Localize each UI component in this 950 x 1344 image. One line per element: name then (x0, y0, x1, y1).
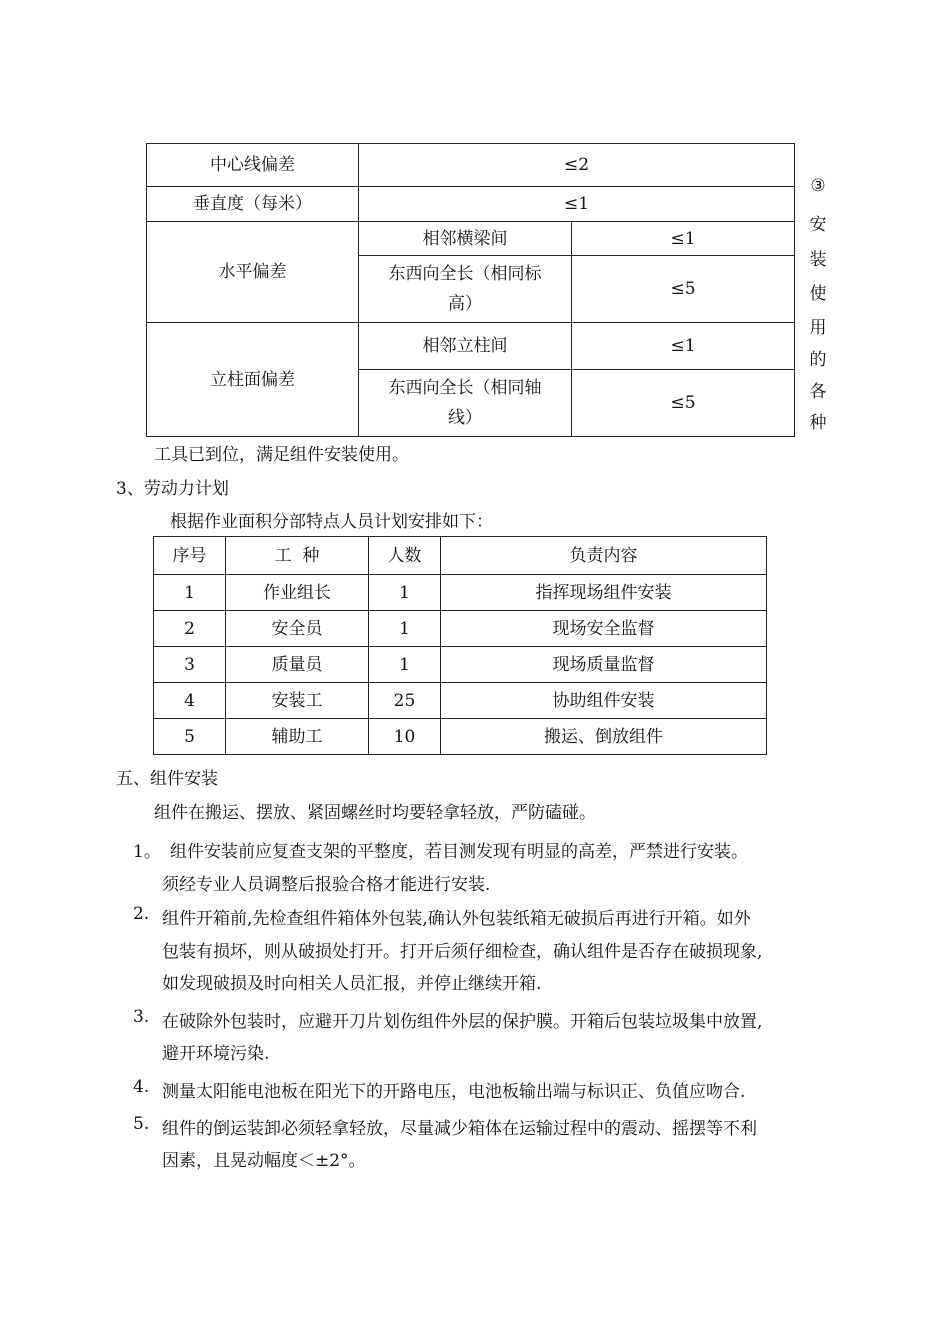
table-cell: 质量员 (226, 647, 369, 683)
item-text: 如发现破损及时向相关人员汇报，并停止继续开箱. (162, 974, 542, 994)
table-row (154, 719, 767, 755)
table-cell: 相邻横梁间 (359, 222, 572, 256)
table-cell: 立柱面偏差 (147, 323, 359, 437)
item-number: 1。 (133, 842, 161, 862)
cell-line: 东西向全长（相同轴 (388, 378, 542, 398)
table-header-cell: 工 种 (226, 537, 369, 575)
item-text: 须经专业人员调整后报验合格才能进行安装. (162, 875, 491, 895)
install-intro: 组件在搬运、摆放、紧固螺丝时均要轻拿轻放，严防磕碰。 (154, 803, 596, 823)
side-char: 安 (809, 215, 827, 235)
table-cell: 指挥现场组件安装 (441, 575, 767, 611)
table-cell: ≤1 (572, 323, 795, 370)
table-cell: 垂直度（每米） (147, 187, 359, 222)
labor-table (153, 536, 767, 755)
labor-intro: 根据作业面积分部特点人员计划安排如下： (170, 512, 493, 532)
item-number: 3. (133, 1007, 150, 1027)
tolerance-table (146, 143, 795, 437)
table-cell: 现场质量监督 (441, 647, 767, 683)
side-char: 种 (809, 413, 827, 433)
table-cell: 1 (369, 647, 441, 683)
table-cell: ≤2 (359, 144, 795, 187)
cell-line: 高） (448, 294, 482, 314)
tools-line: 工具已到位，满足组件安装使用。 (154, 445, 409, 465)
side-char: 用 (809, 318, 827, 338)
table-cell: 4 (154, 683, 226, 719)
item-text: 组件安装前应复查支架的平整度，若目测发现有明显的高差，严禁进行安装。 (170, 842, 748, 862)
table-cell: 水平偏差 (147, 222, 359, 323)
item-text: 因素，且晃动幅度＜±2°。 (162, 1151, 366, 1171)
table-cell: 1 (369, 611, 441, 647)
section-heading-labor: 3、劳动力计划 (116, 479, 229, 499)
table-cell: 5 (154, 719, 226, 755)
table-cell: 现场安全监督 (441, 611, 767, 647)
table-cell: 相邻立柱间 (359, 323, 572, 370)
side-char: 装 (809, 250, 827, 270)
table-row (154, 647, 767, 683)
item-number: 5. (133, 1114, 150, 1134)
table-row (147, 222, 795, 256)
table-cell: ≤5 (572, 256, 795, 323)
table-cell: 搬运、倒放组件 (441, 719, 767, 755)
table-cell (359, 370, 572, 437)
side-char: 使 (809, 284, 827, 304)
table-cell (359, 256, 572, 323)
table-header-cell: 负责内容 (441, 537, 767, 575)
item-text: 包装有损坏，则从破损处打开。打开后须仔细检查，确认组件是否存在破损现象, (162, 942, 763, 962)
table-row (154, 575, 767, 611)
table-row (154, 683, 767, 719)
table-cell: 辅助工 (226, 719, 369, 755)
table-cell: 1 (369, 575, 441, 611)
item-text: 测量太阳能电池板在阳光下的开路电压，电池板输出端与标识正、负值应吻合. (162, 1082, 746, 1102)
table-cell: 3 (154, 647, 226, 683)
side-char: 的 (809, 350, 827, 370)
table-row (154, 611, 767, 647)
item-number: 2. (133, 904, 150, 924)
table-cell: ≤1 (572, 222, 795, 256)
section-heading-install: 五、组件安装 (116, 769, 218, 789)
table-cell: 25 (369, 683, 441, 719)
table-cell: 协助组件安装 (441, 683, 767, 719)
cell-line: 东西向全长（相同标 (388, 264, 542, 284)
item-text: 组件开箱前,先检查组件箱体外包装,确认外包装纸箱无破损后再进行开箱。如外 (162, 909, 751, 929)
table-cell: 作业组长 (226, 575, 369, 611)
item-text: 在破除外包装时，应避开刀片划伤组件外层的保护膜。开箱后包装垃圾集中放置, (162, 1012, 763, 1032)
table-cell: 2 (154, 611, 226, 647)
table-cell: 中心线偏差 (147, 144, 359, 187)
item-text: 组件的倒运装卸必须轻拿轻放，尽量减少箱体在运输过程中的震动、摇摆等不利 (162, 1119, 757, 1139)
item-number: 4. (133, 1077, 150, 1097)
table-header-cell: 人数 (369, 537, 441, 575)
table-row (147, 323, 795, 370)
table-header-row (154, 537, 767, 575)
table-cell: 安全员 (226, 611, 369, 647)
table-row (147, 144, 795, 187)
table-cell: 1 (154, 575, 226, 611)
table-cell: ≤1 (359, 187, 795, 222)
cell-line: 线） (448, 408, 482, 428)
table-cell: 10 (369, 719, 441, 755)
side-char: 各 (809, 382, 827, 402)
table-row (147, 187, 795, 222)
item-text: 避开环境污染. (162, 1044, 270, 1064)
table-header-cell: 序号 (154, 537, 226, 575)
side-char: ③ (810, 176, 826, 196)
table-cell: ≤5 (572, 370, 795, 437)
table-cell: 安装工 (226, 683, 369, 719)
